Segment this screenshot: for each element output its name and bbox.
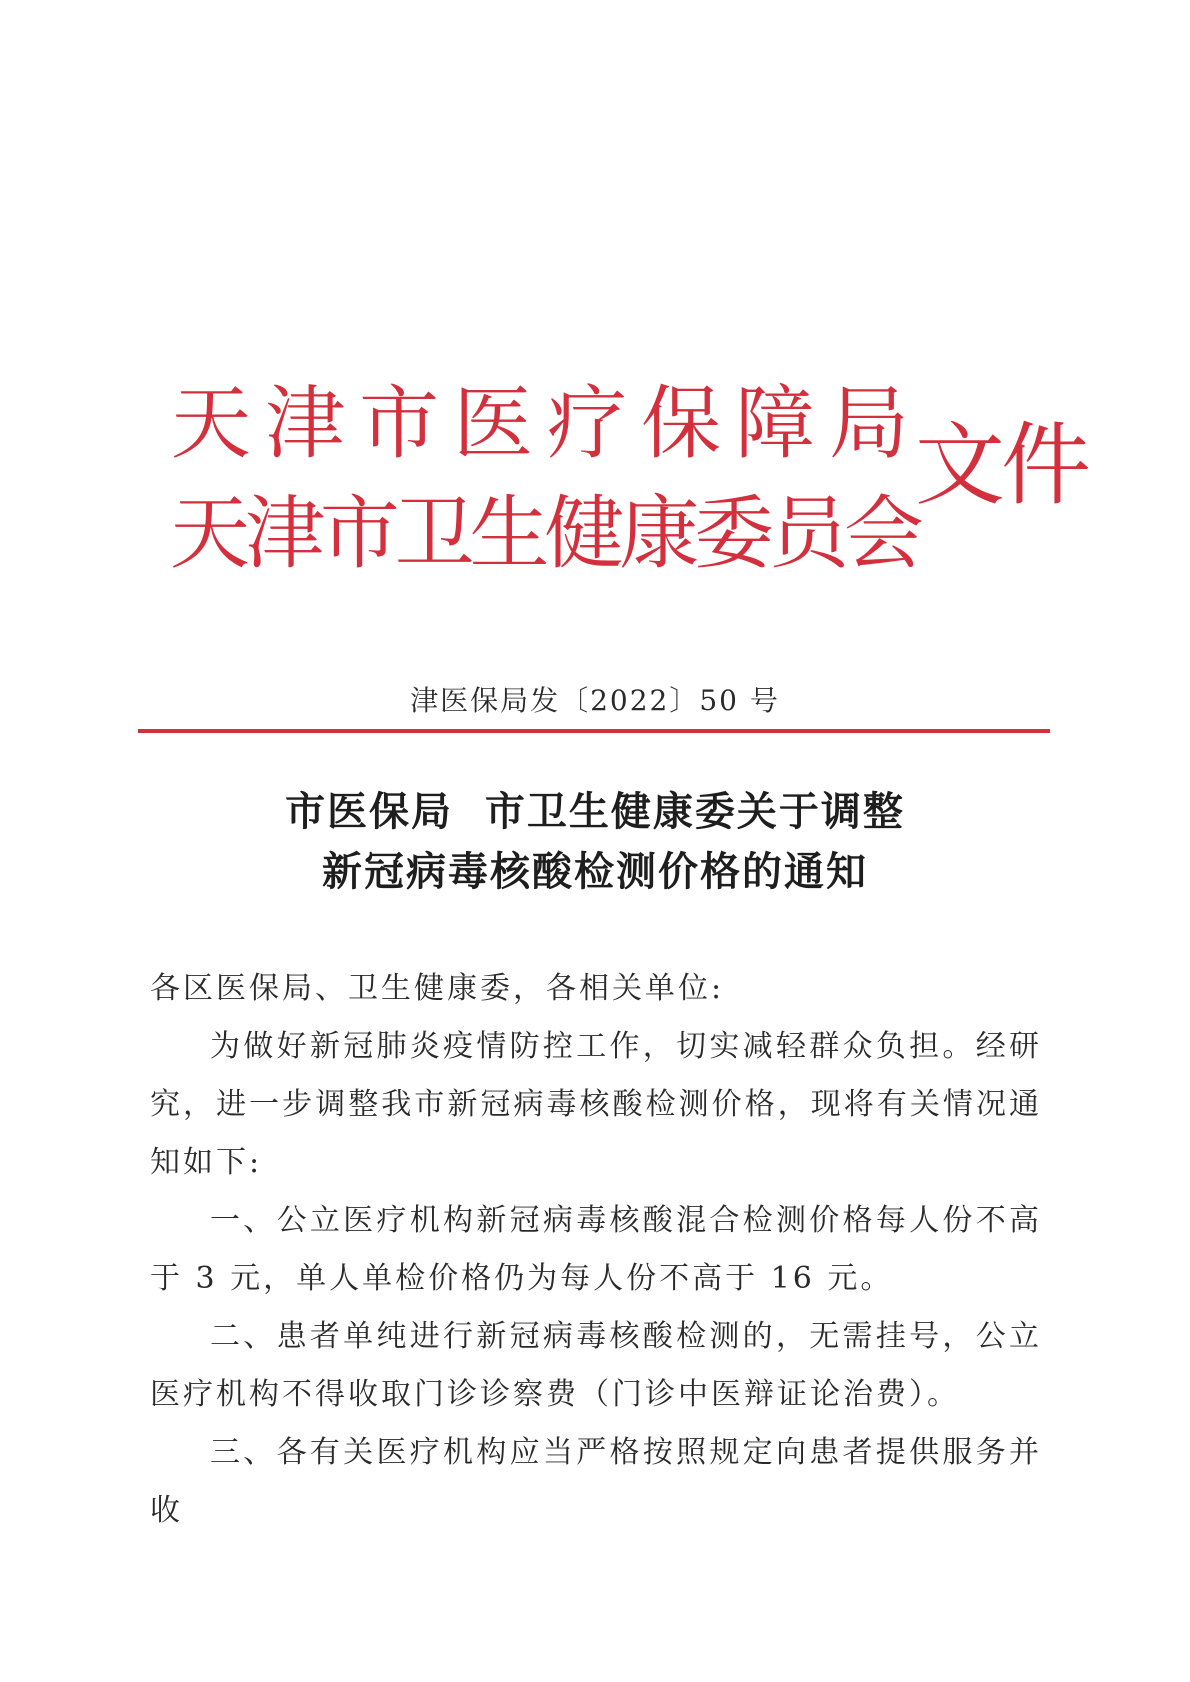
letterhead (170, 368, 1087, 608)
title-line-1: 市医保局 市卫生健康委关于调整 (285, 788, 905, 835)
org-char: 会 (843, 487, 924, 580)
item-2-paragraph: 二、患者单纯进行新冠病毒核酸检测的，无需挂号，公立医疗机构不得收取门诊诊察费（门诊中医辩证论治费）。 (150, 1319, 1042, 1412)
org-char: 市 (359, 377, 439, 470)
document-title (0, 782, 1190, 902)
salutation: 各区医保局、卫生健康委，各相关单位: (150, 971, 725, 1006)
org-char: 生 (469, 487, 550, 580)
org-char: 委 (694, 487, 775, 580)
red-divider (138, 729, 1050, 733)
org-char: 津 (265, 377, 345, 470)
org-char: 卫 (394, 487, 475, 580)
org-char: 天 (170, 487, 250, 580)
org-name-health-commission (170, 486, 924, 582)
org-char: 健 (544, 487, 625, 580)
org-char: 津 (244, 487, 325, 580)
intro-paragraph: 为做好新冠肺炎疫情防控工作，切实减轻群众负担。经研究，进一步调整我市新冠病毒核酸检测价格，现将有关情况通知如下: (150, 1029, 1042, 1180)
org-char: 天 (171, 377, 251, 470)
document-word: 文件 (915, 413, 1087, 518)
org-char: 康 (619, 487, 700, 580)
org-char: 市 (319, 487, 400, 580)
org-char: 障 (735, 377, 815, 470)
org-name-medical-insurance (170, 376, 910, 472)
item-3-paragraph: 三、各有关医疗机构应当严格按照规定向患者提供服务并收 (150, 1435, 1042, 1528)
title-line-2: 新冠病毒核酸检测价格的通知 (322, 848, 868, 895)
org-char: 局 (829, 377, 909, 470)
document-number: 津医保局发〔2022〕50 号 (410, 684, 780, 717)
item-1-paragraph: 一、公立医疗机构新冠病毒核酸混合检测价格每人份不高于 3 元，单人单检价格仍为每人份不高于 16 元。 (150, 1203, 1042, 1296)
org-char: 疗 (547, 377, 627, 470)
org-char: 员 (769, 487, 849, 580)
document-body (150, 960, 1042, 1540)
org-char: 医 (453, 377, 533, 470)
org-char: 保 (641, 377, 721, 470)
